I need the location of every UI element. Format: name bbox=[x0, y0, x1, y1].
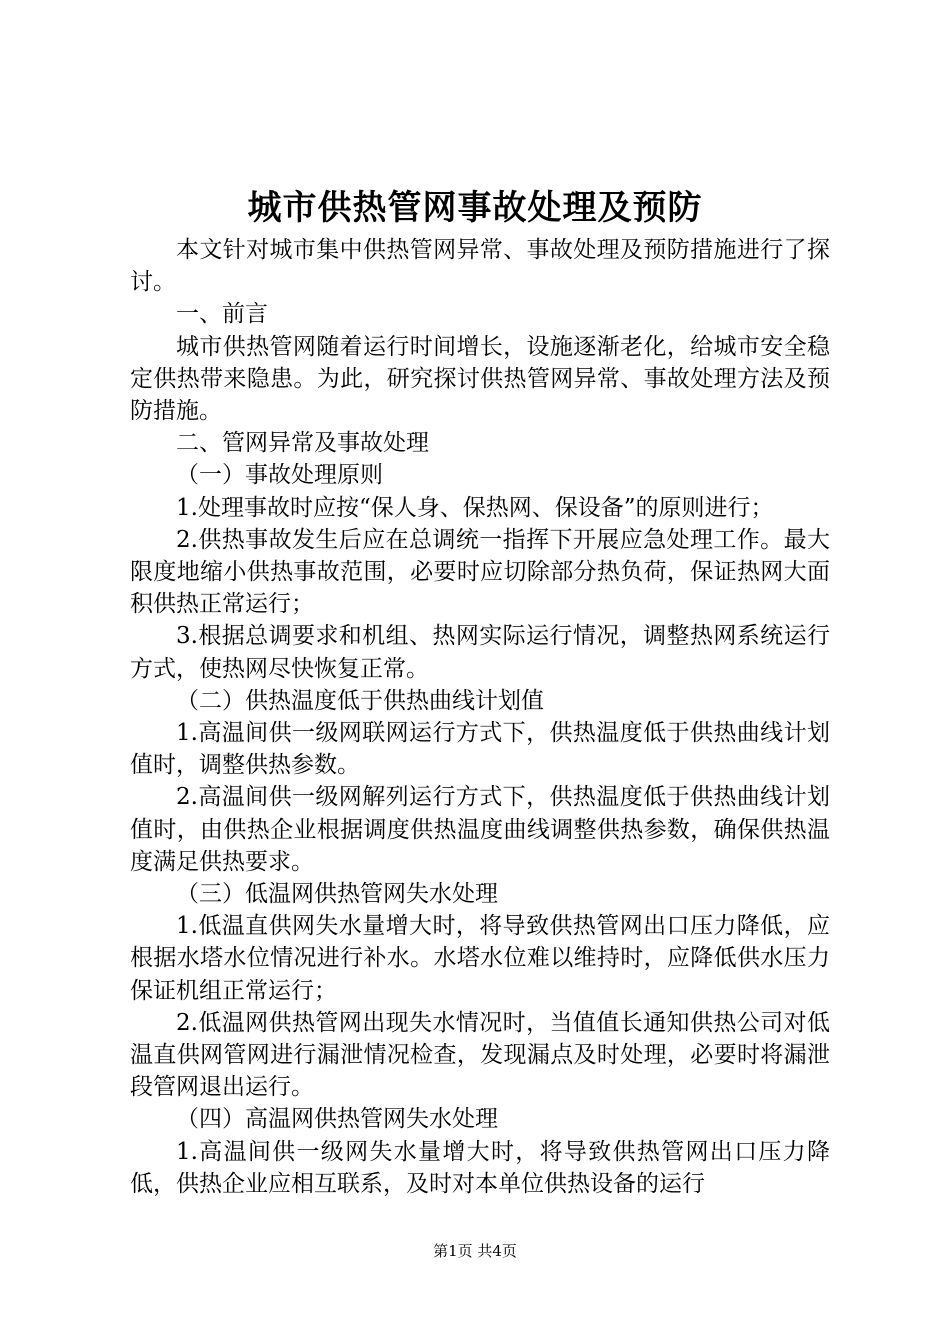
subheading-low-temp-water-loss: （三）低温网供热管网失水处理 bbox=[176, 881, 498, 908]
document-title: 城市供热管网事故处理及预防 bbox=[247, 188, 703, 228]
page-footer: 第1页 共4页 bbox=[433, 1242, 517, 1260]
heading-preface: 一、前言 bbox=[176, 301, 268, 328]
list-item: 1.处理事故时应按“保人身、保热网、保设备”的原则进行； bbox=[176, 494, 774, 521]
document-body bbox=[130, 234, 830, 1200]
list-item: 3.根据总调要求和机组、热网实际运行情况，调整热网系统运行方式，使热网尽快恢复正常。 bbox=[130, 623, 830, 682]
subheading-temperature: （二）供热温度低于供热曲线计划值 bbox=[176, 687, 544, 714]
paragraph-abstract: 本文针对城市集中供热管网异常、事故处理及预防措施进行了探讨。 bbox=[130, 237, 830, 296]
list-item: 1.低温直供网失水量增大时，将导致供热管网出口压力降低，应根据水塔水位情况进行补水。水塔水位难以维持时，应降低供水压力保证机组正常运行； bbox=[130, 913, 830, 1004]
subheading-high-temp-water-loss: （四）高温网供热管网失水处理 bbox=[176, 1106, 498, 1133]
list-item: 1.高温间供一级网失水量增大时，将导致供热管网出口压力降低，供热企业应相互联系，及时对本单位供热设备的运行 bbox=[130, 1138, 830, 1197]
list-item: 2.高温间供一级网解列运行方式下，供热温度低于供热曲线计划值时，由供热企业根据调度供热温度曲线调整供热参数，确保供热温度满足供热要求。 bbox=[130, 784, 830, 875]
list-item: 2.低温网供热管网出现失水情况时，当值值长通知供热公司对低温直供网管网进行漏泄情况检查，发现漏点及时处理，必要时将漏泄段管网退出运行。 bbox=[130, 1009, 830, 1101]
paragraph-preface: 城市供热管网随着运行时间增长，设施逐渐老化，给城市安全稳定供热带来隐患。为此，研究探讨供热管网异常、事故处理方法及预防措施。 bbox=[130, 333, 830, 425]
list-item: 1.高温间供一级网联网运行方式下，供热温度低于供热曲线计划值时，调整供热参数。 bbox=[130, 720, 830, 779]
subheading-principles: （一）事故处理原则 bbox=[176, 462, 383, 489]
list-item: 2.供热事故发生后应在总调统一指挥下开展应急处理工作。最大限度地缩小供热事故范围，必要时应切除部分热负荷，保证热网大面积供热正常运行； bbox=[130, 526, 830, 618]
heading-section-2: 二、管网异常及事故处理 bbox=[176, 430, 429, 457]
